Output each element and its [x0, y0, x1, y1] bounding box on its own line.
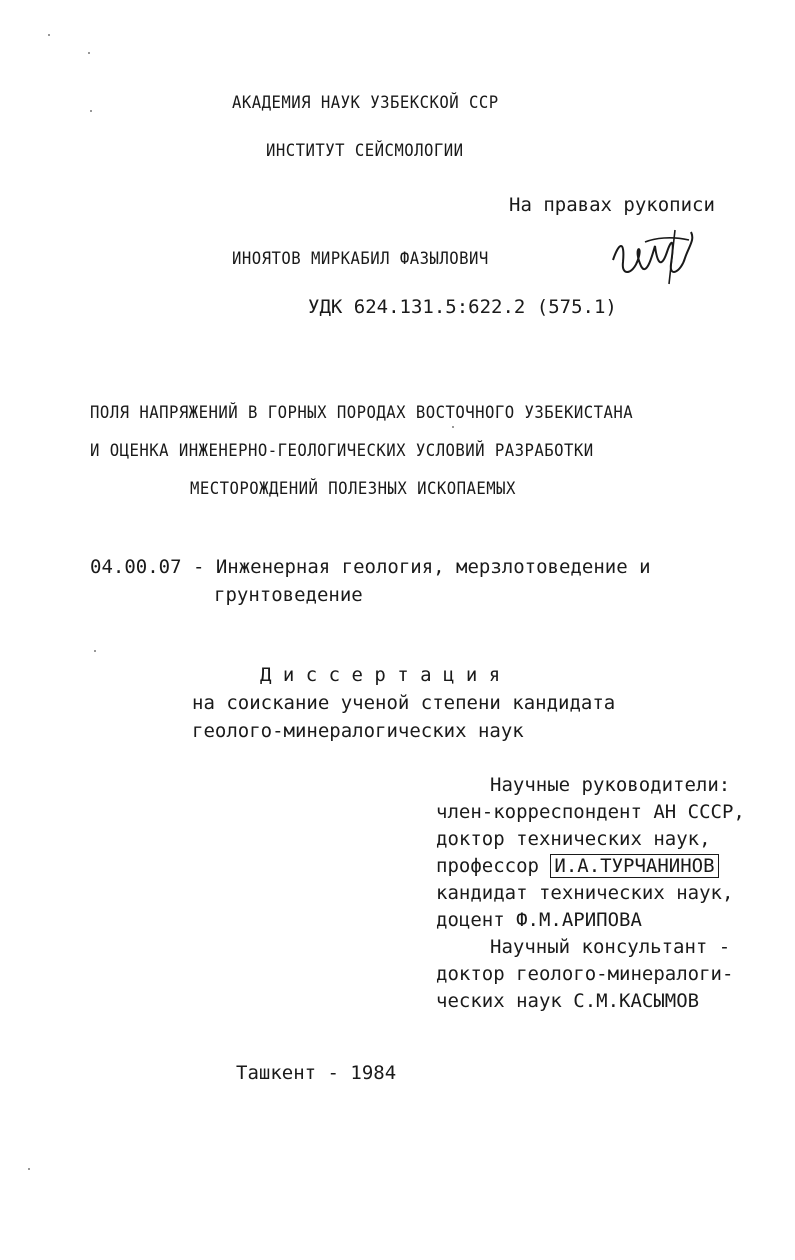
supervisor-name-box: И.А.ТУРЧАНИНОВ [550, 854, 718, 878]
place-year: Ташкент - 1984 [236, 1062, 397, 1084]
signature-icon [605, 222, 700, 287]
consultant-line-2: ческих наук С.М.КАСЫМОВ [436, 990, 700, 1012]
supervisors-line-1: член-корреспондент АН СССР, [436, 801, 745, 823]
dissertation-line-2: геолого-минералогических наук [192, 720, 524, 742]
dissertation-line-1: на соискание ученой степени кандидата [192, 692, 616, 714]
scan-speck [90, 110, 92, 112]
scan-speck [28, 1168, 30, 1170]
supervisors-line-4: кандидат технических наук, [436, 882, 734, 904]
supervisors-line-5: доцент Ф.М.АРИПОВА [436, 909, 642, 931]
scan-speck [94, 650, 96, 652]
specialty-line-2: грунтоведение [214, 584, 363, 606]
consultant-line-1: доктор геолого-минералоги- [436, 963, 734, 985]
consultant-heading: Научный консультант - [490, 936, 731, 958]
title-line-3: МЕСТОРОЖДЕНИЙ ПОЛЕЗНЫХ ИСКОПАЕМЫХ [190, 479, 516, 499]
specialty-line-1: 04.00.07 - Инженерная геология, мерзлотоведение и [90, 556, 651, 578]
scan-speck [452, 426, 454, 428]
institute-name: ИНСТИТУТ СЕЙСМОЛОГИИ [266, 141, 464, 161]
title-line-2: И ОЦЕНКА ИНЖЕНЕРНО-ГЕОЛОГИЧЕСКИХ УСЛОВИЙ РАЗРАБОТКИ [90, 441, 594, 461]
supervisors-line-2: доктор технических наук, [436, 828, 711, 850]
supervisors-line-3 [436, 855, 719, 877]
scan-speck [88, 52, 90, 54]
rights-note: На правах рукописи [509, 194, 715, 216]
udc-code: УДК 624.131.5:622.2 (575.1) [308, 296, 617, 318]
dissertation-heading: Д и с с е р т а ц и я [260, 664, 501, 686]
scan-speck [48, 34, 50, 36]
author-name: ИНОЯТОВ МИРКАБИЛ ФАЗЫЛОВИЧ [232, 249, 489, 269]
supervisor-title: профессор [436, 855, 539, 877]
title-line-1: ПОЛЯ НАПРЯЖЕНИЙ В ГОРНЫХ ПОРОДАХ ВОСТОЧНОГО УЗБЕКИСТАНА [90, 403, 634, 423]
academy-name: АКАДЕМИЯ НАУК УЗБЕКСКОЙ ССР [232, 93, 499, 113]
supervisors-heading: Научные руководители: [490, 774, 731, 796]
